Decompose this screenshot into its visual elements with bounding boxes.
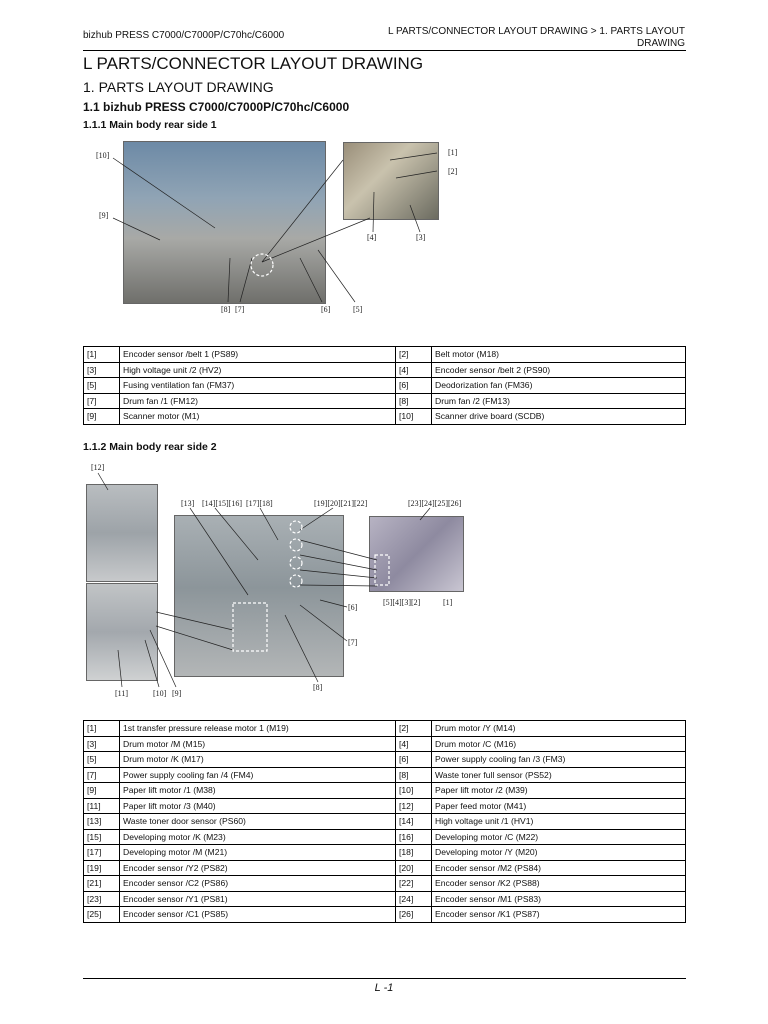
table-row (84, 814, 686, 830)
part-name: Paper lift motor /2 (M39) (432, 783, 686, 799)
fig1-callout-5: [5] (353, 305, 363, 314)
table-row (84, 752, 686, 768)
part-number: [15] (84, 829, 120, 845)
part-name: Encoder sensor /C1 (PS85) (120, 907, 396, 923)
fig2-callout-14-16: [14][15][16] (202, 499, 242, 508)
part-name: Encoder sensor /M2 (PS84) (432, 860, 686, 876)
fig1-callout-8: [8] (221, 305, 231, 314)
sub-heading-rear-side-2: 1.1.2 Main body rear side 2 (83, 441, 217, 453)
table-row (84, 409, 686, 425)
part-number: [14] (396, 814, 432, 830)
footer-rule (83, 978, 686, 979)
part-number: [16] (396, 829, 432, 845)
part-number: [22] (396, 876, 432, 892)
part-name: Paper lift motor /3 (M40) (120, 798, 396, 814)
part-number: [18] (396, 845, 432, 861)
part-number: [19] (84, 860, 120, 876)
part-name: Scanner drive board (SCDB) (432, 409, 686, 425)
part-name: 1st transfer pressure release motor 1 (M19) (120, 721, 396, 737)
part-number: [3] (84, 736, 120, 752)
fig2-callout-9: [9] (172, 689, 182, 698)
running-header-line1: L PARTS/CONNECTOR LAYOUT DRAWING > 1. PARTS LAYOUT (387, 26, 685, 37)
part-name: Encoder sensor /Y1 (PS81) (120, 891, 396, 907)
fig2-callout-13: [13] (181, 499, 195, 508)
part-number: [5] (84, 752, 120, 768)
part-name: Encoder sensor /K2 (PS88) (432, 876, 686, 892)
parts-table-rear-side-2 (83, 720, 686, 923)
part-number: [11] (84, 798, 120, 814)
part-number: [2] (396, 721, 432, 737)
part-name: Encoder sensor /M1 (PS83) (432, 891, 686, 907)
part-number: [5] (84, 378, 120, 394)
part-name: Drum motor /Y (M14) (432, 721, 686, 737)
table-row (84, 891, 686, 907)
part-number: [17] (84, 845, 120, 861)
part-number: [13] (84, 814, 120, 830)
part-number: [10] (396, 783, 432, 799)
parts-table-rear-side-1 (83, 346, 686, 425)
part-name: Power supply cooling fan /4 (FM4) (120, 767, 396, 783)
part-name: Waste toner full sensor (PS52) (432, 767, 686, 783)
fig1-callout-6: [6] (321, 305, 331, 314)
part-number: [10] (396, 409, 432, 425)
section-title: 1. PARTS LAYOUT DRAWING (83, 79, 274, 95)
part-number: [23] (84, 891, 120, 907)
part-name: Waste toner door sensor (PS60) (120, 814, 396, 830)
part-name: Drum fan /1 (FM12) (120, 393, 396, 409)
sub-heading-rear-side-1: 1.1.1 Main body rear side 1 (83, 119, 217, 131)
part-name: Developing motor /K (M23) (120, 829, 396, 845)
part-name: Paper lift motor /1 (M38) (120, 783, 396, 799)
part-number: [6] (396, 752, 432, 768)
part-name: Encoder sensor /belt 2 (PS90) (432, 362, 686, 378)
subsection-title: 1.1 bizhub PRESS C7000/C7000P/C70hc/C6000 (83, 100, 350, 114)
part-number: [12] (396, 798, 432, 814)
fig2-callout-8: [8] (313, 683, 323, 692)
table-row (84, 798, 686, 814)
part-name: Fusing ventilation fan (FM37) (120, 378, 396, 394)
fig2-callout-5-2: [5][4][3][2] (383, 598, 421, 607)
part-number: [24] (396, 891, 432, 907)
table-row (84, 378, 686, 394)
part-name: Encoder sensor /C2 (PS86) (120, 876, 396, 892)
part-number: [9] (84, 783, 120, 799)
fig2-callout-19-22: [19][20][21][22] (314, 499, 368, 508)
fig1-callout-1: [1] (448, 148, 458, 157)
table-row (84, 876, 686, 892)
part-number: [20] (396, 860, 432, 876)
fig2-callout-11: [11] (115, 689, 129, 698)
part-number: [8] (396, 393, 432, 409)
table-row (84, 721, 686, 737)
table-row (84, 907, 686, 923)
fig1-callout-10: [10] (96, 151, 110, 160)
fig2-callout-1: [1] (443, 598, 453, 607)
fig2-callout-12: [12] (91, 463, 105, 472)
part-name: Drum motor /C (M16) (432, 736, 686, 752)
part-number: [1] (84, 347, 120, 363)
part-name: Drum motor /K (M17) (120, 752, 396, 768)
fig1-callout-7: [7] (235, 305, 245, 314)
table-row (84, 767, 686, 783)
fig1-callout-9: [9] (99, 211, 109, 220)
table-row (84, 829, 686, 845)
fig1-callout-4: [4] (367, 233, 377, 242)
fig2-callout-17-18: [17][18] (246, 499, 273, 508)
part-number: [26] (396, 907, 432, 923)
table-row (84, 860, 686, 876)
part-name: High voltage unit /1 (HV1) (432, 814, 686, 830)
part-name: Developing motor /M (M21) (120, 845, 396, 861)
part-number: [8] (396, 767, 432, 783)
fig2-callout-23-26: [23][24][25][26] (408, 499, 462, 508)
chapter-title: L PARTS/CONNECTOR LAYOUT DRAWING (83, 54, 424, 73)
running-header-model: bizhub PRESS C7000/C7000P/C70hc/C6000 (83, 30, 285, 41)
part-number: [7] (84, 393, 120, 409)
part-number: [3] (84, 362, 120, 378)
part-name: Encoder sensor /belt 1 (PS89) (120, 347, 396, 363)
table-row (84, 362, 686, 378)
part-number: [25] (84, 907, 120, 923)
part-name: Encoder sensor /Y2 (PS82) (120, 860, 396, 876)
table-row (84, 783, 686, 799)
part-number: [4] (396, 736, 432, 752)
part-name: Encoder sensor /K1 (PS87) (432, 907, 686, 923)
part-name: Power supply cooling fan /3 (FM3) (432, 752, 686, 768)
part-name: Developing motor /C (M22) (432, 829, 686, 845)
part-number: [21] (84, 876, 120, 892)
part-name: High voltage unit /2 (HV2) (120, 362, 396, 378)
table-row (84, 347, 686, 363)
table-row (84, 736, 686, 752)
table-row (84, 393, 686, 409)
fig2-callout-6: [6] (348, 603, 358, 612)
part-number: [7] (84, 767, 120, 783)
fig2-callout-10: [10] (153, 689, 167, 698)
fig1-callout-2: [2] (448, 167, 458, 176)
part-number: [4] (396, 362, 432, 378)
part-name: Drum motor /M (M15) (120, 736, 396, 752)
part-name: Developing motor /Y (M20) (432, 845, 686, 861)
part-number: [2] (396, 347, 432, 363)
part-name: Paper feed motor (M41) (432, 798, 686, 814)
part-name: Deodorization fan (FM36) (432, 378, 686, 394)
part-number: [6] (396, 378, 432, 394)
fig2-callout-7: [7] (348, 638, 358, 647)
part-name: Drum fan /2 (FM13) (432, 393, 686, 409)
fig1-callout-3: [3] (416, 233, 426, 242)
table-row (84, 845, 686, 861)
part-number: [1] (84, 721, 120, 737)
part-number: [9] (84, 409, 120, 425)
page-number: L -1 (374, 982, 394, 994)
part-name: Scanner motor (M1) (120, 409, 396, 425)
part-name: Belt motor (M18) (432, 347, 686, 363)
running-header-line2: DRAWING (637, 38, 685, 49)
